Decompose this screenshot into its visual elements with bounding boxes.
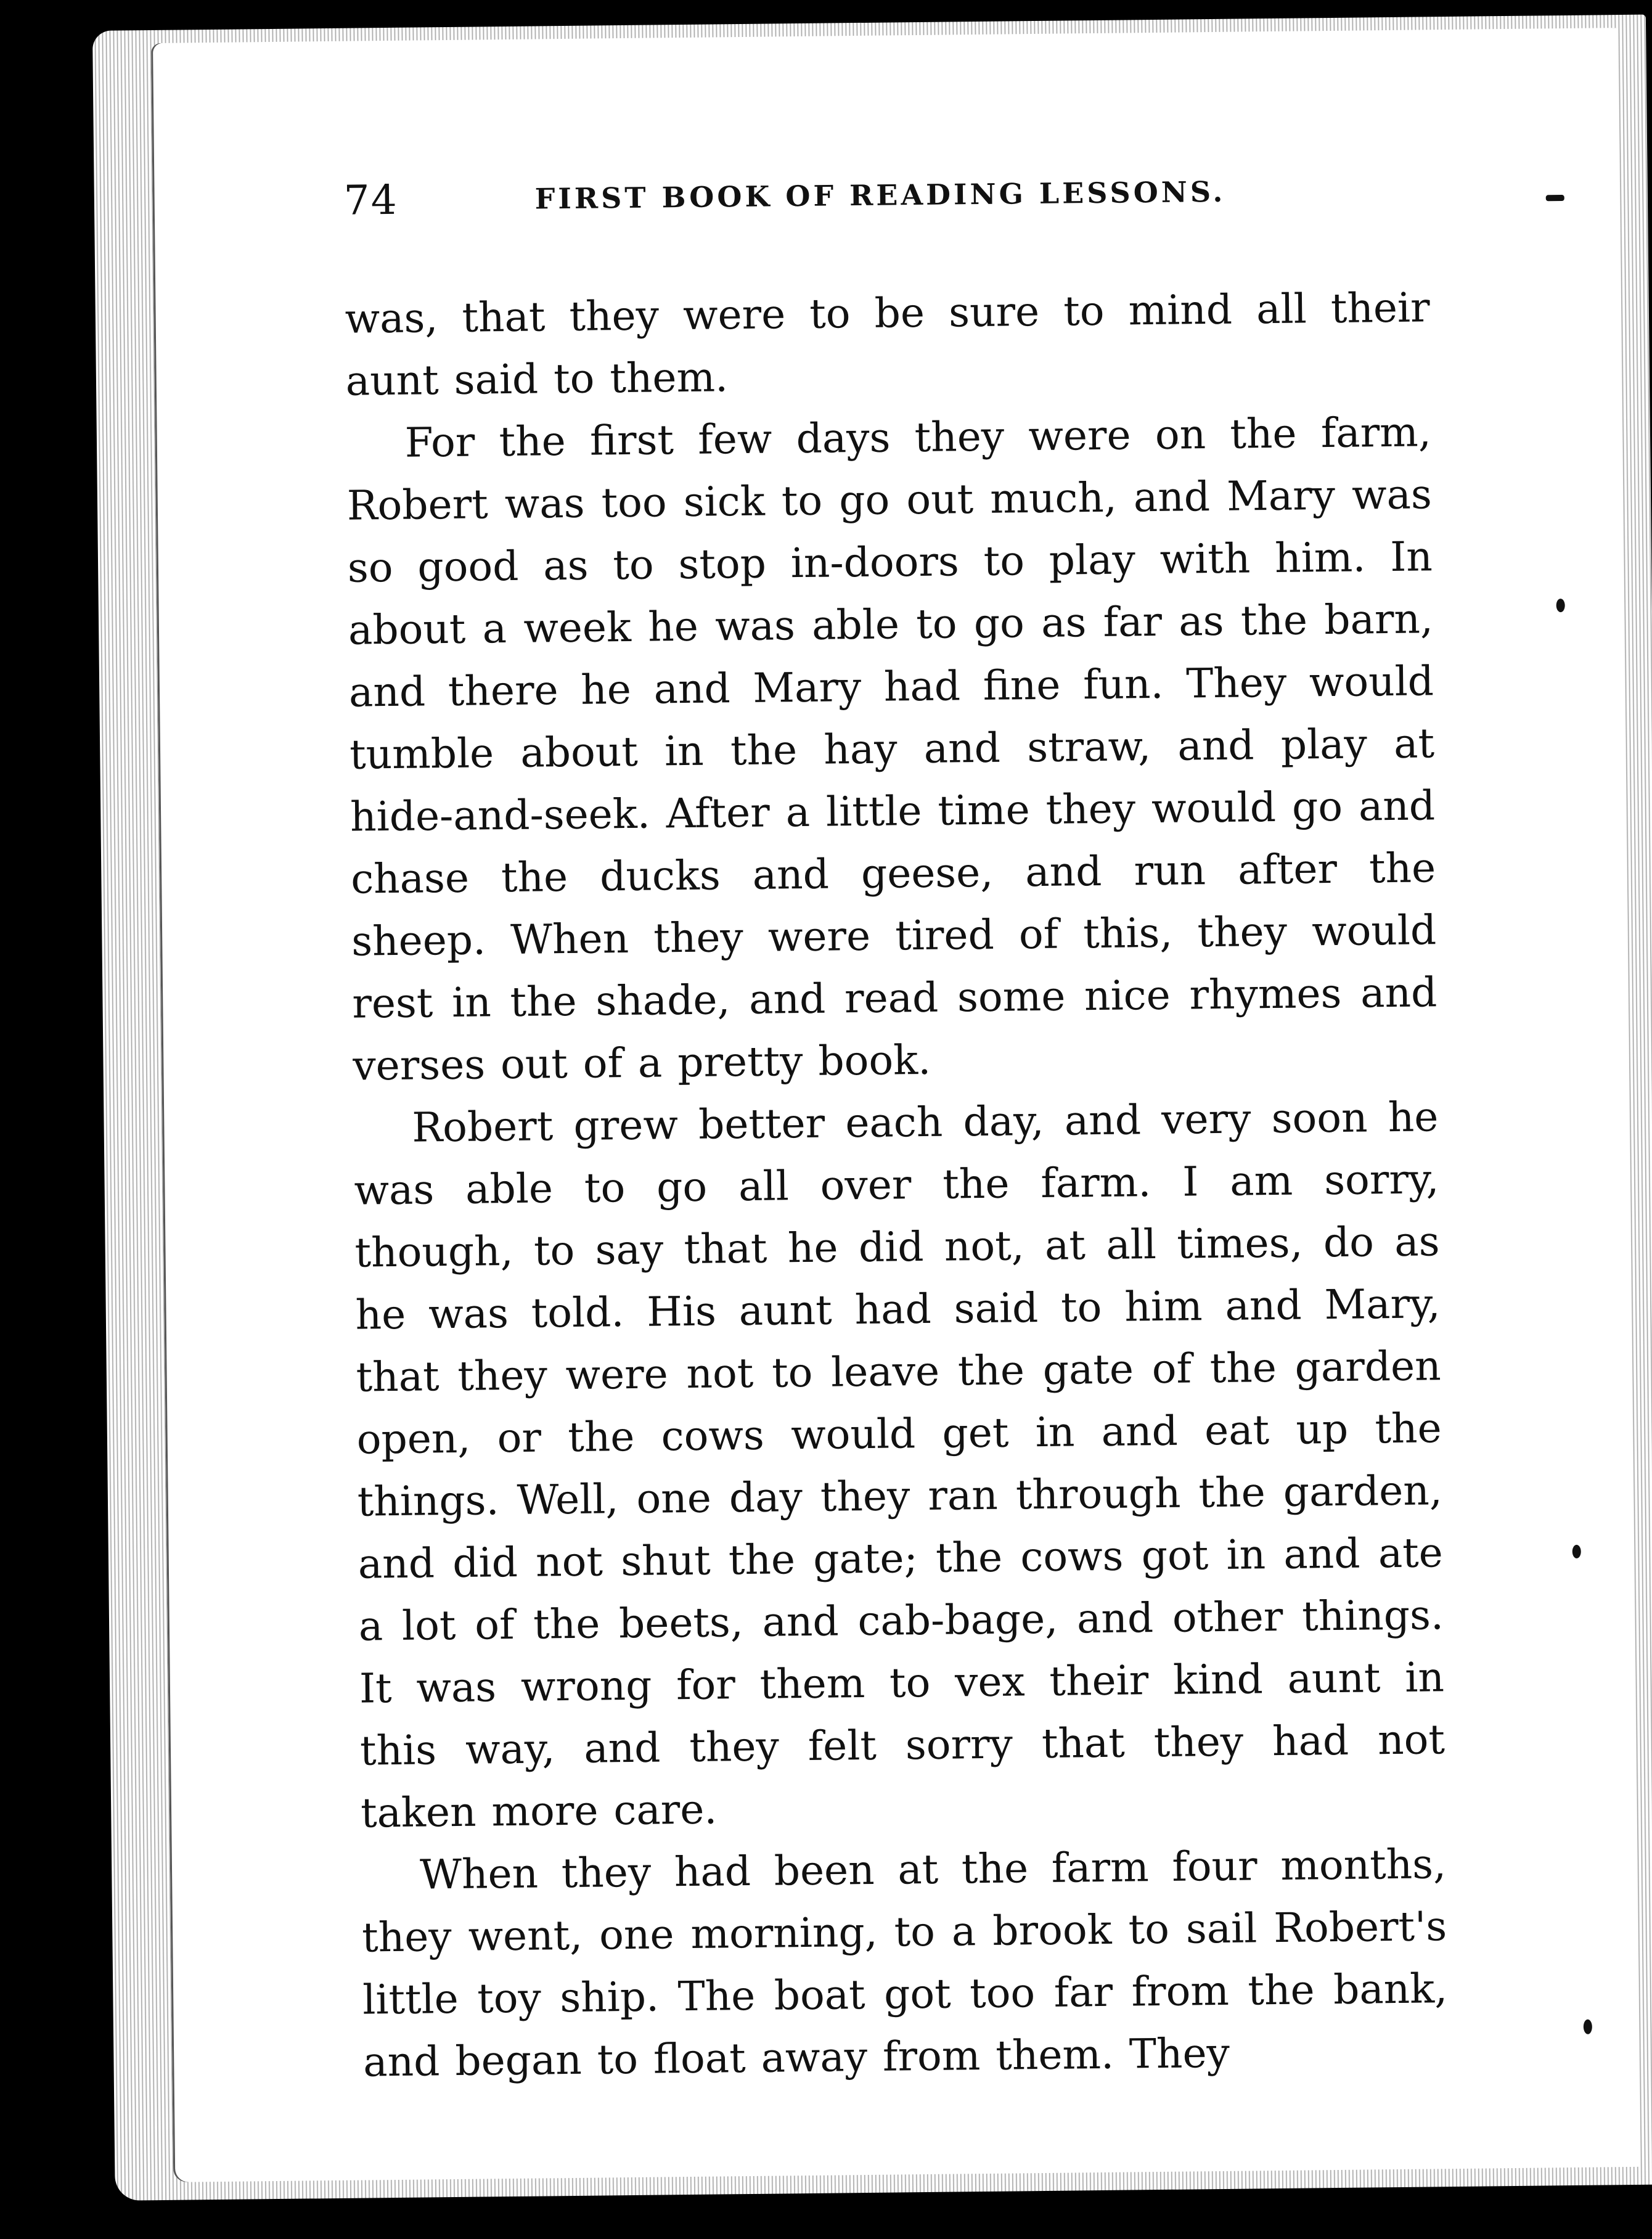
running-title: FIRST BOOK OF READING LESSONS. — [534, 174, 1226, 216]
margin-mark — [1546, 195, 1564, 201]
paragraph: When they had been at the farm four months, they went, one morning, to a brook to sail Robert's little toy ship. The boat got too far from the bank, and began to float away from them. They — [361, 1840, 1448, 2086]
margin-mark — [1584, 2020, 1592, 2034]
paragraph: Robert grew better each day, and very soon he was able to go all over the farm. I am sorry, though, to say that he did not, at all times, do as he was told. His aunt had said to him and Mary, that they were not to leave the gate of the garden open, or the cows would get in and eat up the things. Well, one day they ran through the garden, and did not shut the gate; the cows got in and ate a lot of the beets, and cab-bage, and other things. It was wrong for them to vex their kind aunt in this way, and they felt sorry that they had not taken more care. — [354, 1093, 1446, 1837]
book-page — [151, 28, 1640, 2182]
body-text — [345, 276, 1449, 2093]
page-header — [343, 165, 1429, 244]
page-number: 74 — [343, 176, 399, 224]
margin-mark — [1556, 599, 1565, 612]
page-content — [343, 165, 1448, 2093]
paragraph-continued: was, that they were to be sure to mind all their aunt said to them. — [345, 284, 1431, 405]
margin-mark — [1572, 1545, 1581, 1558]
paragraph: For the first few days they were on the farm, Robert was too sick to go out much, and Mary was so good as to stop in-doors to play with him. In about a week he was able to go as far as the barn, and there he and Mary had fine fun. They would tumble about in the hay and straw, and play at hide-and-seek. After a little time they would go and chase the ducks and geese, and run after the sheep. When they were tired of this, they would rest in the shade, and read some nice rhymes and verses out of a pretty book. — [346, 408, 1437, 1090]
